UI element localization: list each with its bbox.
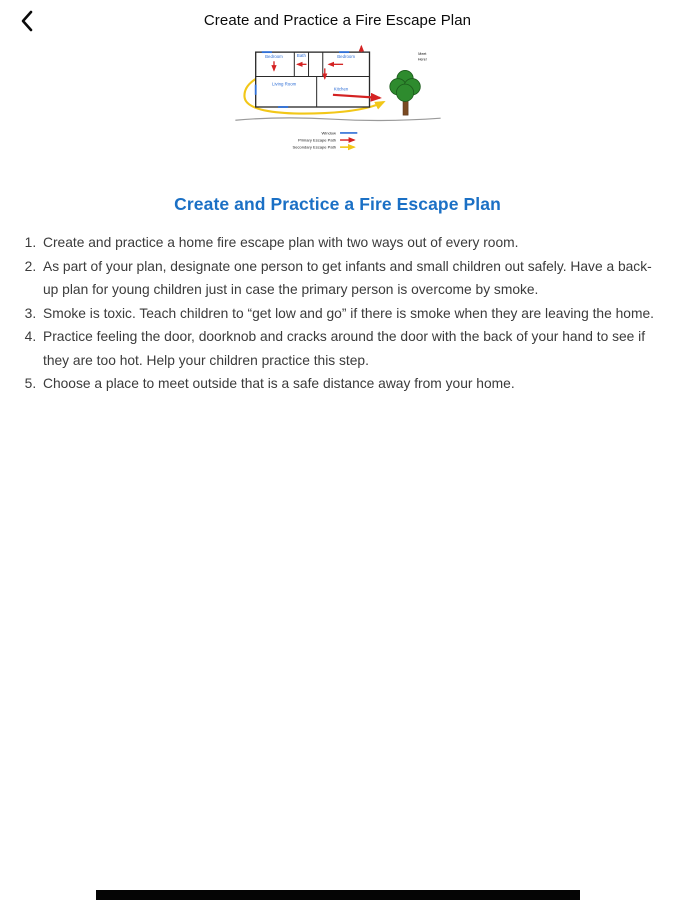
nav-title: Create and Practice a Fire Escape Plan	[203, 11, 472, 29]
room-label-living-room: Living Room	[271, 81, 296, 87]
back-button[interactable]	[14, 4, 40, 38]
app-screen	[0, 0, 675, 396]
legend-primary-label: Primary Escape Path	[297, 137, 336, 143]
room-label-kitchen: Kitchen	[333, 86, 348, 92]
list-item-4: 4. Practice feeling the door, doorknob and cracks around the door with the back of your hand to see if they are too hot. Help your children practice this step.	[40, 325, 661, 372]
floor-plan-walls	[255, 52, 369, 107]
ground-line	[235, 118, 440, 121]
back-chevron-icon	[20, 10, 34, 32]
instructions-list	[0, 231, 675, 396]
list-item-5: 5. Choose a place to meet outside that is a safe distance away from your home.	[40, 372, 661, 396]
room-label-bedroom-right: Bedroom	[336, 54, 355, 60]
bottom-system-bar	[96, 890, 580, 900]
svg-text:Meet: Meet	[417, 52, 426, 57]
tree-icon	[389, 70, 419, 115]
svg-text:Here!: Here!	[417, 57, 427, 62]
diagram-container	[0, 44, 675, 170]
fire-escape-plan-diagram	[231, 44, 445, 170]
page-heading: Create and Practice a Fire Escape Plan	[174, 194, 501, 214]
list-item-1: 1. Create and practice a home fire escape plan with two ways out of every room.	[40, 231, 661, 255]
list-item-2: 2. As part of your plan, designate one person to get infants and small children out safely. Have a back-up plan for young children just in case the primary person is overcome by smoke.	[40, 255, 661, 302]
room-label-bath: Bath	[296, 53, 306, 59]
list-item-3: 3. Smoke is toxic. Teach children to “get low and go” if there is smoke when they are leaving the home.	[40, 302, 661, 326]
legend-window-label: Window	[321, 130, 336, 136]
room-label-bedroom-left: Bedroom	[264, 54, 283, 60]
diagram-legend	[292, 130, 335, 149]
legend-secondary-label: Secondary Escape Path	[292, 144, 336, 150]
meet-here-label	[417, 52, 426, 61]
nav-bar	[0, 0, 675, 40]
